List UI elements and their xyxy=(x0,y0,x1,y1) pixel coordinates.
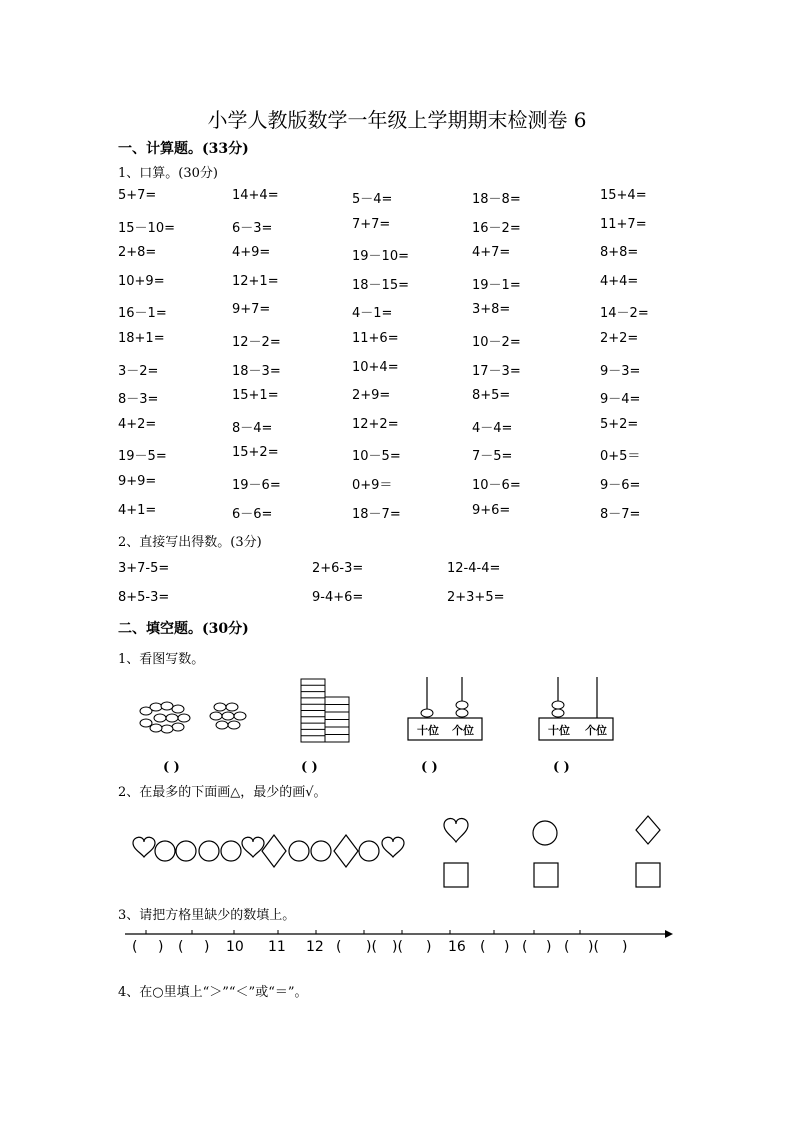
dot xyxy=(214,703,226,711)
question-2-3-label: 3、请把方格里缺少的数填上。 xyxy=(118,908,296,923)
circle-icon xyxy=(155,841,175,861)
number-line-label: ) xyxy=(622,939,628,955)
mental-math-problem: 7－5= xyxy=(472,449,513,465)
dot xyxy=(178,714,190,722)
mental-math-problem: 14－2= xyxy=(600,306,649,322)
mental-math-problem: 0+9＝ xyxy=(352,478,393,493)
answer-square[interactable] xyxy=(444,863,468,887)
circle-icon xyxy=(533,821,557,845)
dot xyxy=(234,712,246,720)
number-line-label: ) xyxy=(204,939,210,955)
mental-math-problem: 2+2= xyxy=(600,331,639,346)
dot xyxy=(228,721,240,729)
mental-math-problem: 11+6= xyxy=(352,331,399,346)
mental-math-problem: 4－4= xyxy=(472,420,513,436)
mental-math-problem: 18－3= xyxy=(232,363,281,379)
mental-math-problem: 9－3= xyxy=(600,363,641,379)
mental-math-problem: 18－8= xyxy=(472,192,521,207)
mental-math-problem: 2+9= xyxy=(352,388,391,404)
mental-math-problem: 5+7= xyxy=(118,188,157,203)
mental-math-problem: 6－6= xyxy=(232,506,273,522)
mental-math-problem: 5－4= xyxy=(352,192,393,207)
bead xyxy=(552,701,564,709)
number-line-label: ( xyxy=(480,939,486,955)
page-title: 小学人教版数学一年级上学期期末检测卷 6 xyxy=(207,108,587,132)
mental-math-problem: 4+9= xyxy=(232,245,271,261)
section-1-heading: 一、计算题。(33分) xyxy=(118,141,249,157)
mental-math-problem: 4+2= xyxy=(118,416,157,432)
mental-math-problem: 9－6= xyxy=(600,478,641,493)
question-1-2-label: 2、直接写出得数。(3分) xyxy=(118,535,262,550)
direct-answer-problem: 2+6-3= xyxy=(312,561,364,576)
question-2-2-label: 2、在最多的下面画△，最少的画√。 xyxy=(118,785,327,800)
section-2-heading: 二、填空题。(30分) xyxy=(118,621,249,637)
direct-answer-problem: 9-4+6= xyxy=(312,590,364,605)
bead xyxy=(552,709,564,717)
mental-math-problem: 10－5= xyxy=(352,449,401,465)
mental-math-problem: 15+4= xyxy=(600,188,647,203)
circle-icon xyxy=(221,841,241,861)
circle-icon xyxy=(359,841,379,861)
heart-icon xyxy=(133,837,155,857)
number-line-label: )( xyxy=(392,939,403,955)
question-1-1-label: 1、口算。(30分) xyxy=(118,166,218,181)
number-line-label: ( xyxy=(336,939,342,955)
number-line-label: )( xyxy=(366,939,377,955)
circle-icon xyxy=(289,841,309,861)
answer-blank-2[interactable]: ( ) xyxy=(301,760,318,775)
dot xyxy=(140,719,152,727)
answer-square[interactable] xyxy=(636,863,660,887)
mental-math-problem: 2+8= xyxy=(118,245,157,261)
mental-math-problem: 19－5= xyxy=(118,449,167,465)
mental-math-problem: 10－6= xyxy=(472,478,521,493)
mental-math-problem: 4－1= xyxy=(352,306,393,322)
circle-icon xyxy=(199,841,219,861)
dot xyxy=(161,725,173,733)
mental-math-problem: 15+1= xyxy=(232,388,279,404)
shape-legend xyxy=(440,815,670,895)
stick-bundle-figure xyxy=(300,678,352,744)
mental-math-problem: 6－3= xyxy=(232,220,273,236)
dot xyxy=(222,712,234,720)
dot xyxy=(172,723,184,731)
mental-math-problem: 3+8= xyxy=(472,302,511,318)
heart-icon xyxy=(242,837,264,857)
direct-answer-problem: 8+5-3= xyxy=(118,590,170,605)
number-line-label: 12 xyxy=(306,939,324,955)
mental-math-problem: 8－7= xyxy=(600,506,641,522)
number-line-label: ) xyxy=(158,939,164,955)
mental-math-problem: 0+5＝ xyxy=(600,449,641,465)
mental-math-problem: 17－3= xyxy=(472,363,521,379)
diamond-icon xyxy=(262,835,286,867)
mental-math-problem: 16－1= xyxy=(118,306,167,322)
mental-math-problem: 14+4= xyxy=(232,188,279,203)
mental-math-problem: 19－1= xyxy=(472,277,521,293)
number-line-label: ) xyxy=(546,939,552,955)
mental-math-problem: 4+7= xyxy=(472,245,511,261)
question-2-4-label: 4、在○里填上“＞”“＜”或“＝”。 xyxy=(118,985,308,1000)
mental-math-problem: 18+1= xyxy=(118,331,165,346)
number-line-label: ( xyxy=(132,939,138,955)
mental-math-problem: 11+7= xyxy=(600,216,647,232)
number-line-label: ( xyxy=(564,939,570,955)
mental-math-problem: 8－3= xyxy=(118,392,159,408)
number-line-label: 10 xyxy=(226,939,244,955)
tens-label: 十位 xyxy=(417,724,439,737)
dot xyxy=(150,724,162,732)
mental-math-problem: 8+8= xyxy=(600,245,639,261)
direct-answer-problem: 2+3+5= xyxy=(447,590,505,605)
dot xyxy=(216,721,228,729)
mental-math-problem: 18－15= xyxy=(352,277,409,293)
number-line-label: )( xyxy=(588,939,599,955)
shape-row xyxy=(128,830,408,870)
ones-label: 个位 xyxy=(585,724,607,737)
mental-math-problem: 8－4= xyxy=(232,420,273,436)
number-line-label: ( xyxy=(178,939,184,955)
direct-answer-problem: 12-4-4= xyxy=(447,561,501,576)
dot xyxy=(161,702,173,710)
mental-math-problem: 10－2= xyxy=(472,335,521,350)
mental-math-problem: 7+7= xyxy=(352,216,391,232)
tens-label: 十位 xyxy=(548,724,570,737)
direct-answer-problem: 3+7-5= xyxy=(118,561,170,576)
dot xyxy=(226,703,238,711)
dot xyxy=(166,714,178,722)
answer-blank-1[interactable]: ( ) xyxy=(163,760,180,775)
diamond-icon xyxy=(334,835,358,867)
mental-math-problem: 9+6= xyxy=(472,502,511,518)
heart-icon xyxy=(382,837,404,857)
mental-math-problem: 9+7= xyxy=(232,302,271,318)
circle-icon xyxy=(176,841,196,861)
number-line-label: ) xyxy=(426,939,432,955)
mental-math-problem: 19－10= xyxy=(352,249,409,265)
mental-math-problem: 12+1= xyxy=(232,273,279,289)
number-line-label: ( xyxy=(522,939,528,955)
number-line-label: ) xyxy=(504,939,510,955)
bead xyxy=(456,701,468,709)
mental-math-problem: 4+1= xyxy=(118,502,157,518)
mental-math-problem: 5+2= xyxy=(600,416,639,432)
abacus-1 xyxy=(405,675,485,745)
mental-math-problem: 19－6= xyxy=(232,478,281,493)
mental-math-problem: 9+9= xyxy=(118,474,157,489)
dot xyxy=(172,705,184,713)
answer-square[interactable] xyxy=(534,863,558,887)
mental-math-problem: 12－2= xyxy=(232,335,281,350)
mental-math-problem: 15+2= xyxy=(232,445,279,461)
mental-math-problem: 15－10= xyxy=(118,220,175,236)
mental-math-problem: 10+9= xyxy=(118,273,165,289)
mental-math-problem: 10+4= xyxy=(352,359,399,375)
dot xyxy=(210,712,222,720)
number-line-label: 16 xyxy=(448,939,466,955)
dot-cluster-figure xyxy=(136,700,246,740)
circle-icon xyxy=(311,841,331,861)
mental-math-problem: 16－2= xyxy=(472,220,521,236)
bead xyxy=(421,709,433,717)
dot xyxy=(150,703,162,711)
question-2-1-label: 1、看图写数。 xyxy=(118,652,205,667)
dot xyxy=(154,714,166,722)
mental-math-problem: 3－2= xyxy=(118,363,159,379)
mental-math-problem: 12+2= xyxy=(352,416,399,432)
abacus-2 xyxy=(536,675,616,745)
ones-label: 个位 xyxy=(452,724,474,737)
mental-math-problem: 4+4= xyxy=(600,273,639,289)
number-line-label: 11 xyxy=(268,939,286,955)
answer-blank-3[interactable]: ( ) xyxy=(421,760,438,775)
mental-math-problem: 8+5= xyxy=(472,388,511,404)
diamond-icon xyxy=(636,816,660,844)
mental-math-problem: 18－7= xyxy=(352,506,401,522)
mental-math-problem: 9－4= xyxy=(600,392,641,408)
answer-blank-4[interactable]: ( ) xyxy=(553,760,570,775)
heart-icon xyxy=(444,818,468,842)
bead xyxy=(456,709,468,717)
